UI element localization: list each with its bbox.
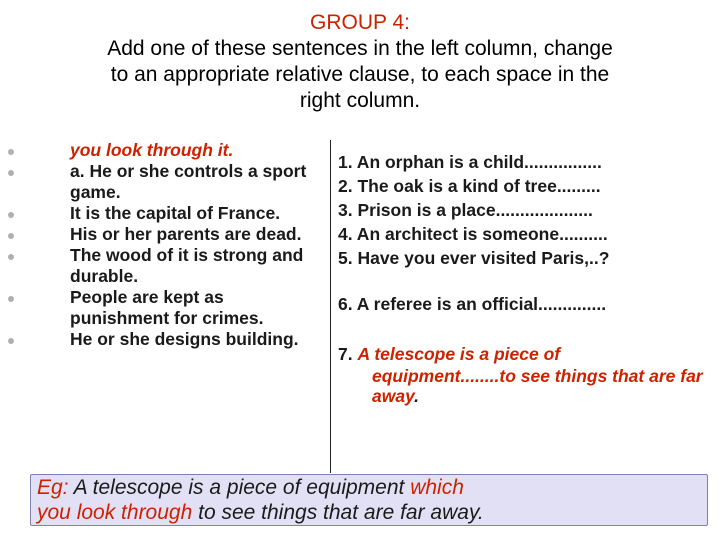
instruction-line-3: right column. <box>299 89 421 112</box>
list-item <box>8 245 308 287</box>
list-item-text: People are kept as punishment for crimes. <box>70 287 264 328</box>
bullet-icon <box>8 212 14 218</box>
telescope-line-2 <box>338 366 708 406</box>
telescope-line-1: A telescope is a piece of <box>357 344 561 364</box>
bullet-icon <box>8 170 14 176</box>
column-divider <box>330 140 331 473</box>
example-relative-pronoun: which <box>410 476 464 499</box>
right-column <box>338 150 708 406</box>
list-item <box>8 287 308 329</box>
sentence-list <box>8 140 308 350</box>
bullet-icon <box>8 296 14 302</box>
group-heading: GROUP 4: <box>310 11 410 34</box>
list-item-text: The wood of it is strong and durable. <box>70 245 304 286</box>
example-clause: you look through <box>37 501 193 524</box>
exercise-item: 1. An orphan is a child................ <box>338 152 602 172</box>
list-item-text: He or she designs building. <box>70 329 299 349</box>
telescope-period: . <box>414 386 420 406</box>
example-part-1: A telescope is a piece of equipment <box>68 476 411 499</box>
list-item <box>8 203 308 224</box>
list-item <box>8 224 308 245</box>
bullet-icon <box>8 254 14 260</box>
exercise-item: 6. A referee is an official.............. <box>338 294 607 314</box>
exercise-item: 4. An architect is someone.......... <box>338 224 608 244</box>
list-item-text: It is the capital of France. <box>70 203 281 223</box>
exercise-item: 5. Have you ever visited Paris,..? <box>338 248 610 268</box>
telescope-line-2-text: equipment........to see things that are far away <box>372 366 703 406</box>
example-box <box>30 474 708 526</box>
slide-title <box>30 10 690 114</box>
left-column <box>8 140 308 350</box>
exercise-item: 3. Prison is a place.................... <box>338 200 593 220</box>
instruction-line-1: Add one of these sentences in the left column, change <box>107 37 613 60</box>
list-item-text: His or her parents are dead. <box>70 224 302 244</box>
item-number: 7. <box>338 344 358 364</box>
example-rest: to see things that are far away. <box>192 501 484 524</box>
exercise-item: 2. The oak is a kind of tree......... <box>338 176 601 196</box>
example-label: Eg: <box>37 476 69 499</box>
list-item <box>8 140 308 161</box>
bullet-icon <box>8 233 14 239</box>
list-item <box>8 161 308 203</box>
bullet-icon <box>8 149 14 155</box>
exercise-item-telescope <box>338 342 708 406</box>
instruction-line-2: to an appropriate relative clause, to each space in the <box>110 63 610 86</box>
list-item-text: a. He or she controls a sport game. <box>70 161 307 202</box>
list-item <box>8 329 308 350</box>
list-item-text: you look through it. <box>70 140 234 160</box>
bullet-icon <box>8 338 14 344</box>
